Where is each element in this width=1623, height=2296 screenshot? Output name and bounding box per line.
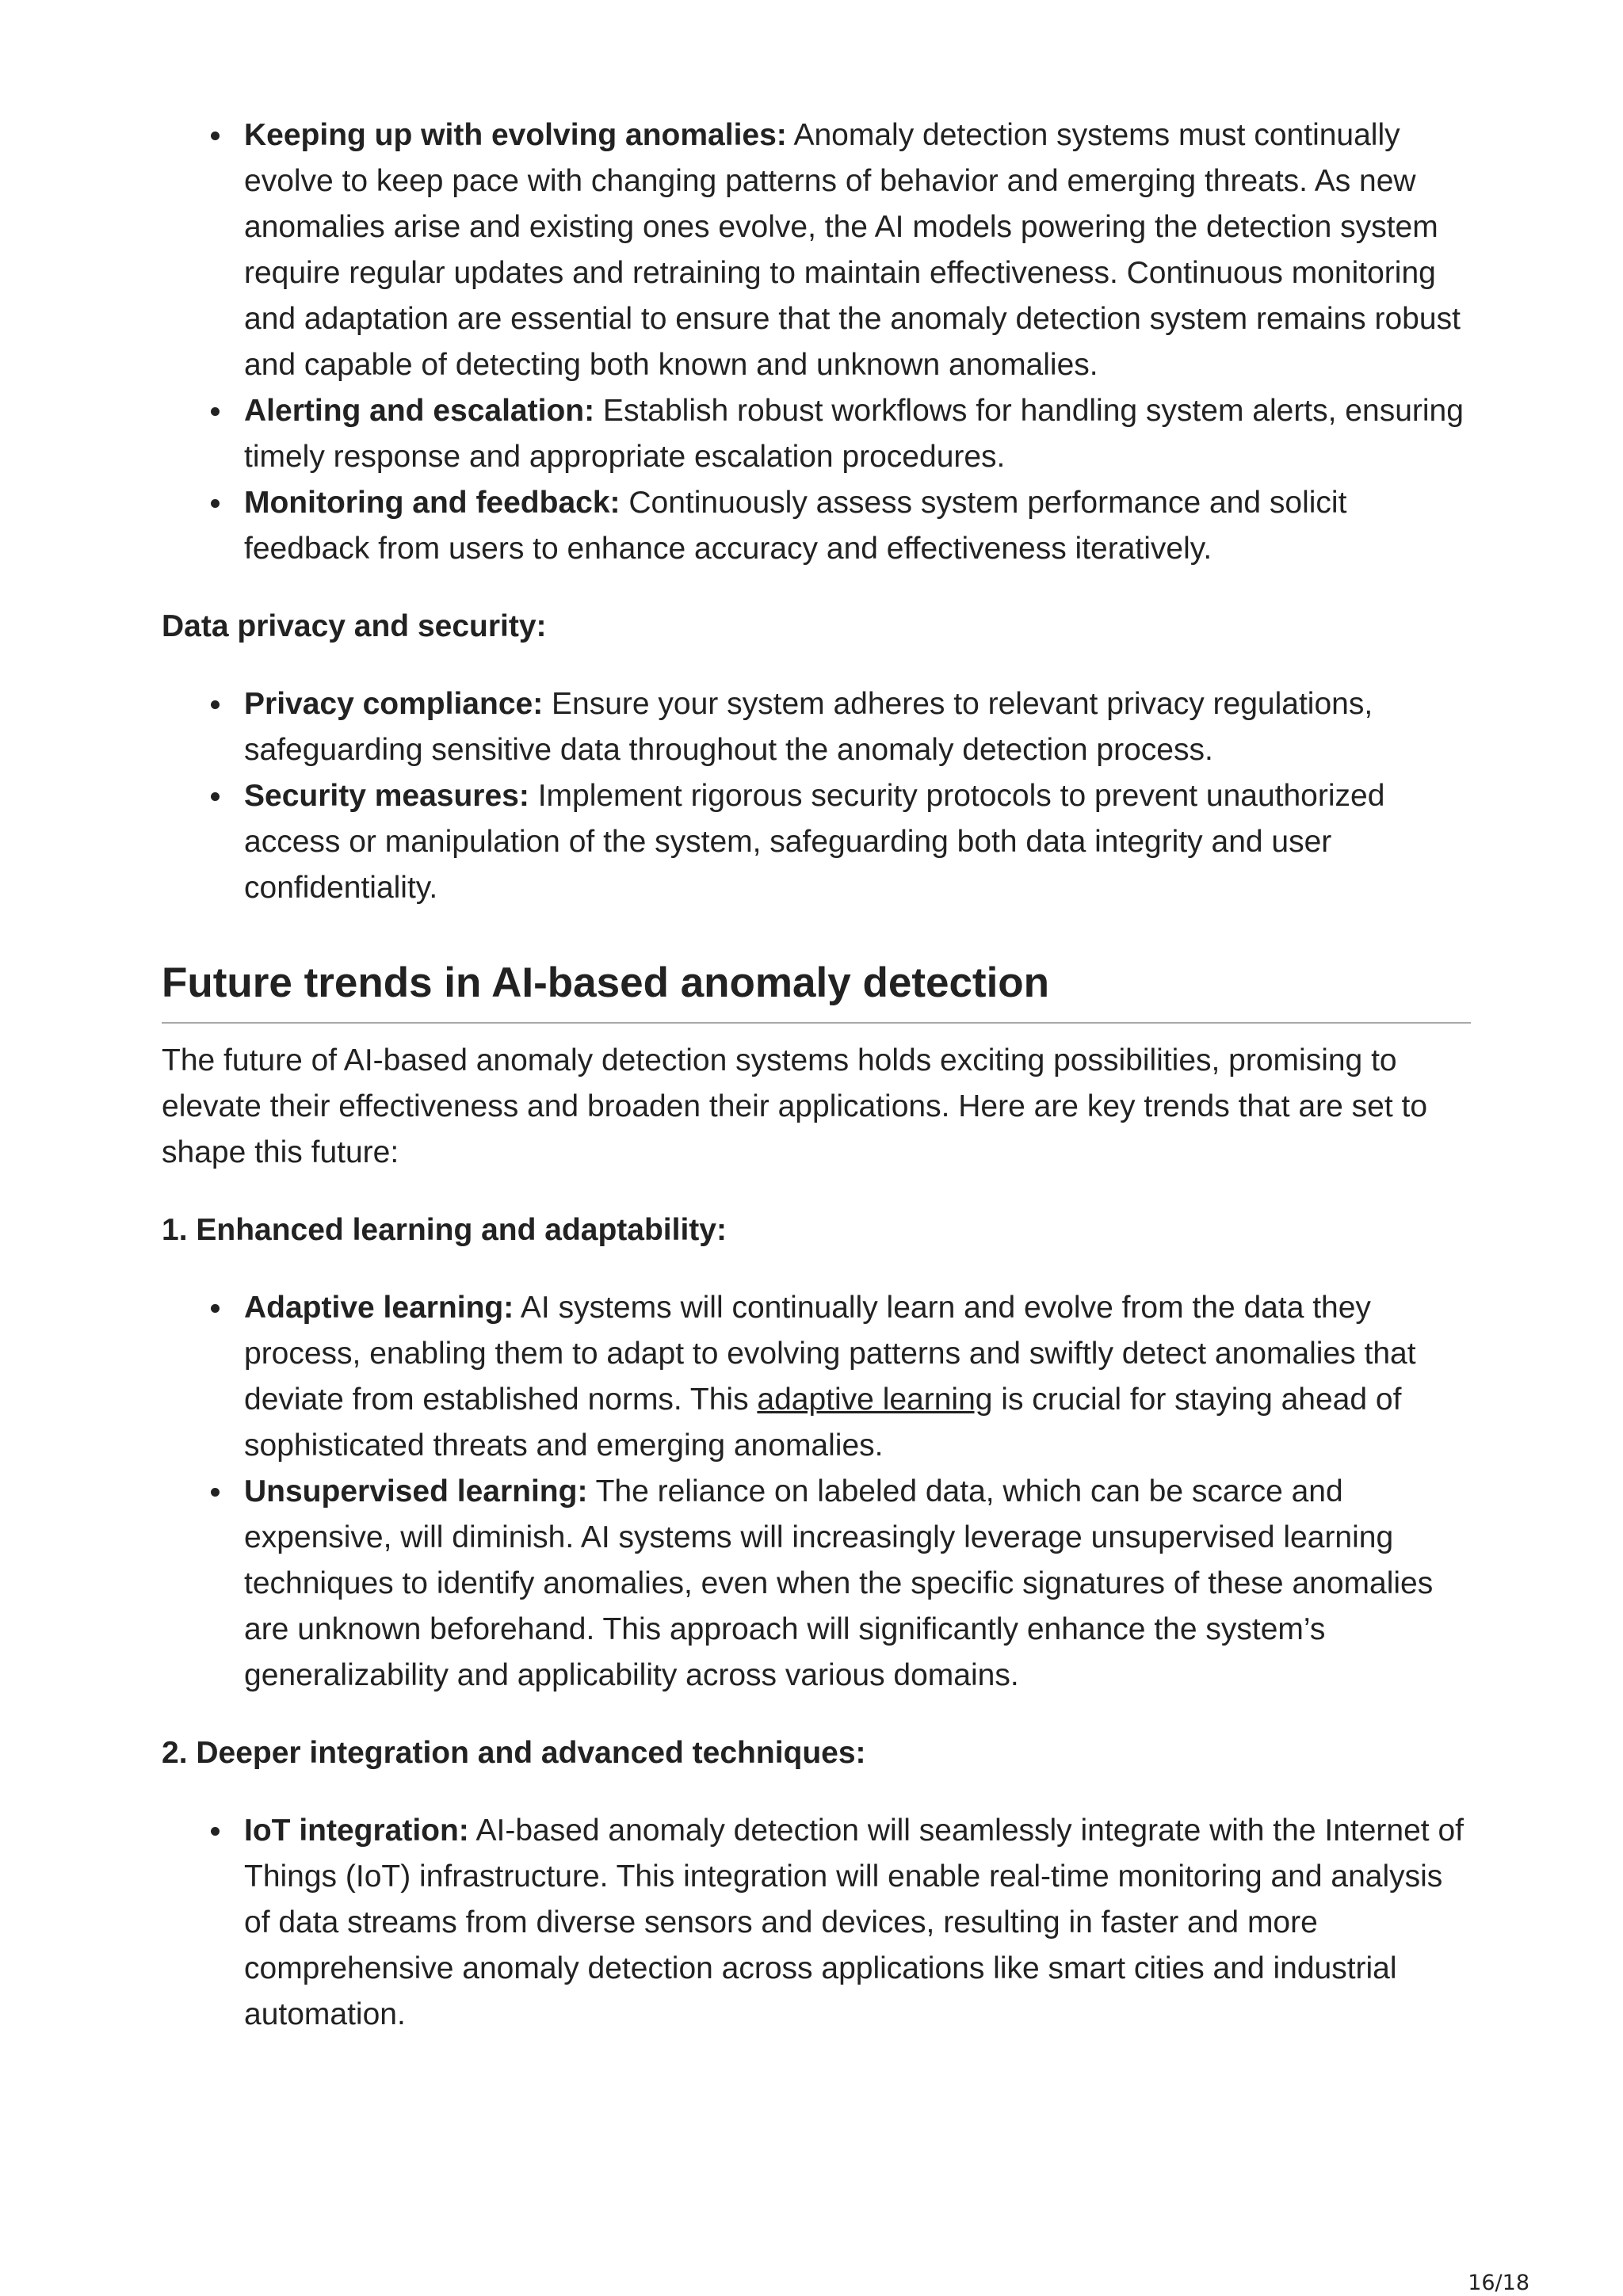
list-item-text: is crucial for staying ahead of sophisticated threats and emerging anomalies. (244, 1383, 1402, 1463)
page-number: 16/18 (1468, 2271, 1529, 2295)
list-item-term: Unsupervised learning: (244, 1474, 588, 1508)
learning-list (162, 1285, 1471, 1699)
enhanced-learning-heading: 1. Enhanced learning and adaptability: (162, 1213, 727, 1247)
list-item (244, 1469, 1471, 1699)
article-content (162, 113, 1471, 2038)
future-trends-intro: The future of AI-based anomaly detection systems holds exciting possibilities, promising to elevate their effectiveness and broaden their applications. Here are key trends that are set to shape this future: (162, 1043, 1428, 1169)
deeper-integration-heading: 2. Deeper integration and advanced techniques: (162, 1736, 866, 1770)
list-item-term: IoT integration: (244, 1814, 469, 1848)
future-trends-title: Future trends in AI-based anomaly detection (162, 957, 1471, 1024)
list-item (244, 388, 1471, 480)
privacy-list (162, 681, 1471, 911)
list-item (244, 480, 1471, 572)
list-item-text: Continuously assess system performance and solicit feedback from users to enhance accuracy and effectiveness iteratively. (244, 486, 1347, 566)
adaptive-learning-link[interactable]: adaptive learning (757, 1383, 993, 1417)
list-item-text: Establish robust workflows for handling system alerts, ensuring timely response and appropriate escalation procedures. (244, 394, 1464, 474)
challenges-list (162, 113, 1471, 572)
list-item (244, 1808, 1471, 2038)
list-item-text: Implement rigorous security protocols to prevent unauthorized access or manipulation of the system, safeguarding both data integrity and user confidentiality. (244, 779, 1385, 905)
list-item (244, 681, 1471, 773)
list-item-term: Security measures: (244, 779, 529, 813)
list-item-term: Adaptive learning: (244, 1291, 514, 1325)
list-item-text: Ensure your system adheres to relevant privacy regulations, safeguarding sensitive data throughout the anomaly detection process. (244, 687, 1373, 767)
list-item-term: Alerting and escalation: (244, 394, 595, 428)
list-item-text: AI systems will continually learn and evolve from the data they process, enabling them to adapt to evolving patterns and swiftly detect anomalies that deviate from established norms. This (244, 1291, 1416, 1417)
list-item (244, 773, 1471, 911)
list-item-text: Anomaly detection systems must continually evolve to keep pace with changing patterns of behavior and emerging threats. As new anomalies arise and existing ones evolve, the AI models powering the detection system require regular updates and retraining to maintain effectiveness. Continuous monitoring and adaptation are essential to ensure that the anomaly detection system remains robust and capable of detecting both known and unknown anomalies. (244, 118, 1461, 382)
list-item-term: Privacy compliance: (244, 687, 544, 721)
privacy-security-heading: Data privacy and security: (162, 609, 547, 643)
list-item-term: Keeping up with evolving anomalies: (244, 118, 787, 152)
list-item-text: The reliance on labeled data, which can be scarce and expensive, will diminish. AI systems will increasingly leverage unsupervised learning techniques to identify anomalies, even when the specific signatures of these anomalies are unknown beforehand. This approach will significantly enhance the system’s generalizability and applicability across various domains. (244, 1474, 1434, 1692)
list-item (244, 1285, 1471, 1469)
list-item (244, 113, 1471, 388)
list-item-text: AI-based anomaly detection will seamlessly integrate with the Internet of Things (IoT) infrastructure. This integration will enable real-time monitoring and analysis of data streams from diverse sensors and devices, resulting in faster and more comprehensive anomaly detection across applications like smart cities and industrial automation. (244, 1814, 1464, 2031)
list-item-term: Monitoring and feedback: (244, 486, 621, 520)
integration-list (162, 1808, 1471, 2038)
